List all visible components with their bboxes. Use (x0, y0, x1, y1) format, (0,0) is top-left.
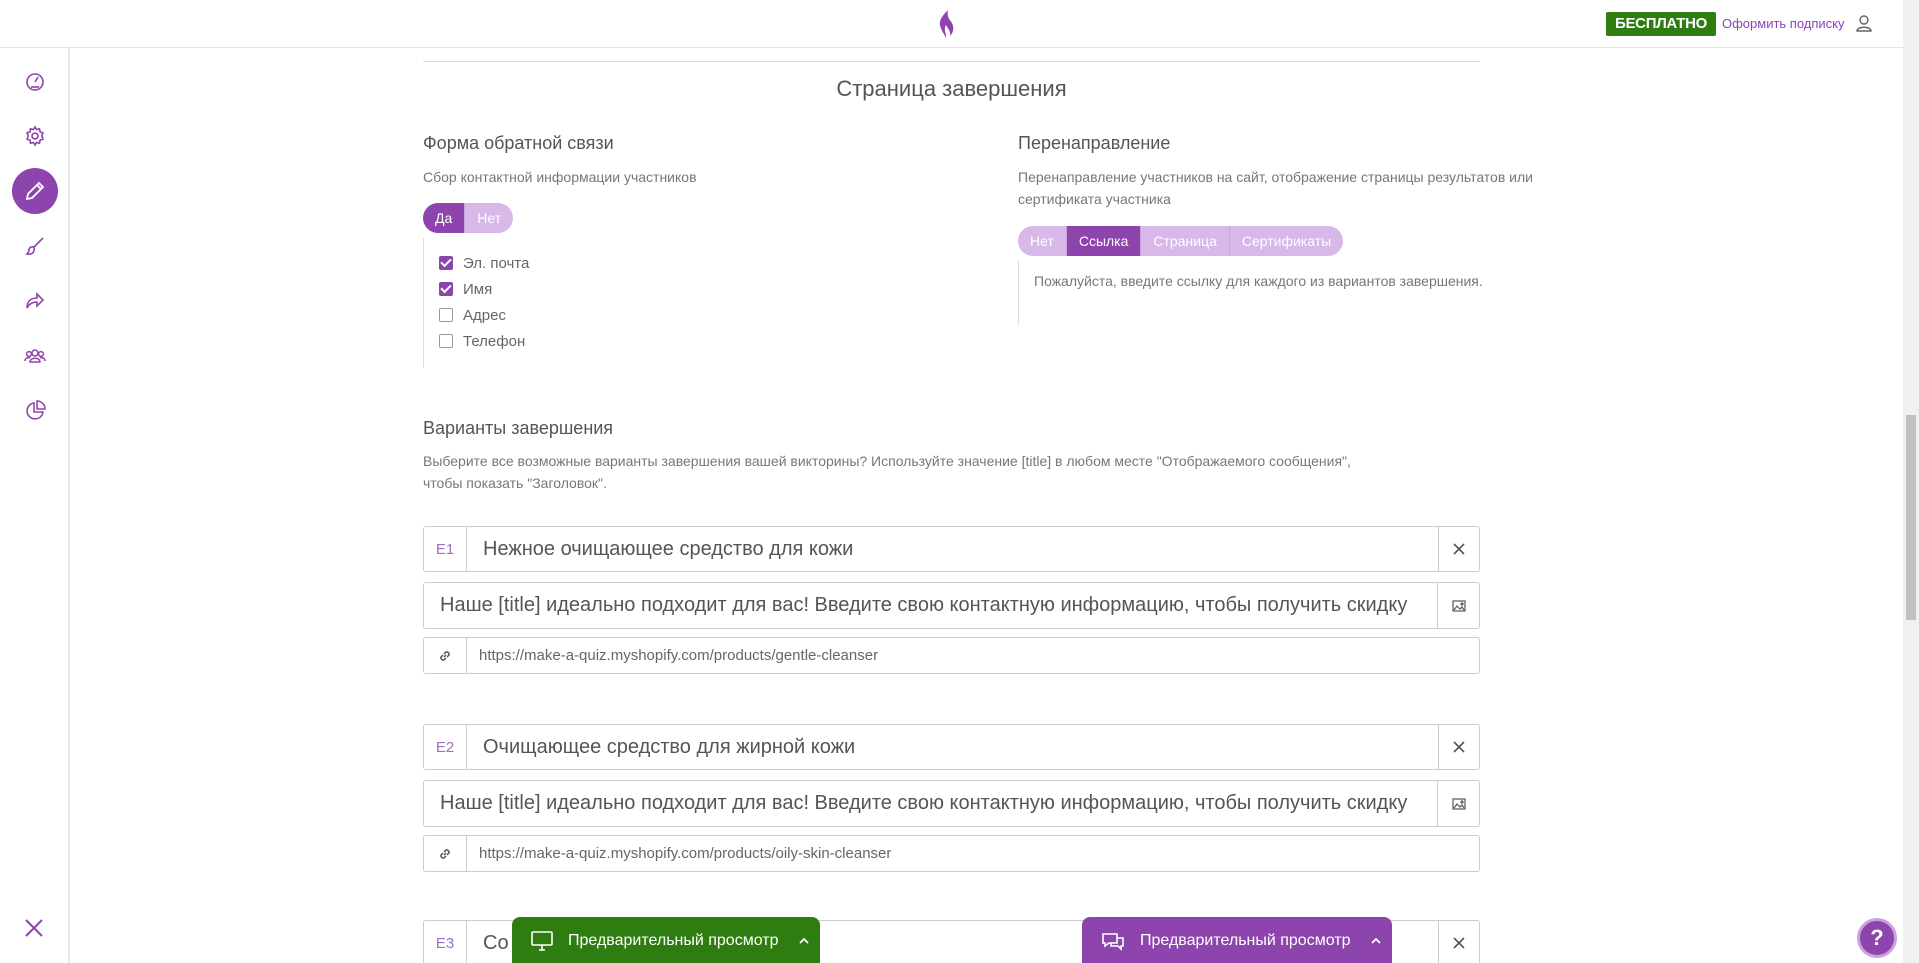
name-checkbox[interactable] (439, 282, 453, 296)
ending-message-row (423, 780, 1480, 827)
sidebar-item-settings[interactable] (12, 113, 58, 159)
endings-title: Варианты завершения (423, 418, 614, 438)
ending-message-input[interactable]: Наше [title] идеально подходит для вас! Введите свою контактную информацию, чтобы получить скидку (440, 594, 1408, 616)
help-button[interactable]: ? (1857, 918, 1897, 958)
plan-badge: БЕСПЛАТНО (1606, 12, 1716, 36)
ending-title-input[interactable]: Очищающее средство для жирной кожи (483, 735, 856, 758)
brush-icon (23, 234, 47, 258)
ending-url-input[interactable]: https://make-a-quiz.myshopify.com/products/oily-skin-cleanser (479, 845, 892, 862)
phone-checkbox[interactable] (439, 334, 453, 348)
dashboard-icon (23, 69, 47, 93)
pie-chart-icon (23, 399, 47, 423)
sidebar-item-edit[interactable] (12, 168, 58, 214)
feedback-fields (439, 250, 529, 354)
chevron-up-icon (1370, 937, 1382, 945)
delete-ending-button[interactable] (1438, 725, 1479, 769)
pencil-icon (23, 179, 47, 203)
redirect-option-certificates[interactable]: Сертификаты (1229, 226, 1343, 256)
flame-logo-icon[interactable] (935, 8, 957, 40)
link-icon-box (424, 638, 467, 673)
ending-url-row (423, 835, 1480, 872)
field-address[interactable] (439, 302, 529, 328)
desktop-preview-label: Предварительный просмотр (568, 932, 779, 949)
sidebar-item-participants[interactable] (12, 333, 58, 379)
image-icon (1452, 599, 1466, 613)
page-scrollbar[interactable] (1903, 0, 1919, 963)
ending-title-input[interactable]: Со (483, 931, 509, 954)
ending-url-row (423, 637, 1480, 674)
feedback-description: Сбор контактной информации участников (423, 169, 697, 185)
phone-label: Телефон (463, 332, 526, 350)
chevron-up-icon (798, 937, 810, 945)
delete-ending-button[interactable] (1438, 921, 1479, 963)
sidebar-item-share[interactable] (12, 278, 58, 324)
feedback-fields-line (423, 238, 424, 368)
redirect-description-line2: сертификата участника (1018, 191, 1171, 207)
link-icon-box (424, 836, 467, 871)
gear-icon (23, 124, 47, 148)
desktop-preview-button[interactable] (512, 917, 820, 963)
endings-description (423, 450, 1351, 494)
toggle-yes[interactable]: Да (423, 203, 464, 233)
close-icon[interactable] (22, 916, 46, 940)
ending-message-input[interactable]: Наше [title] идеально подходит для вас! Введите свою контактную информацию, чтобы получить скидку (440, 792, 1408, 814)
image-icon (1452, 797, 1466, 811)
address-label: Адрес (463, 306, 506, 324)
ending-title-input[interactable]: Нежное очищающее средство для кожи (483, 537, 854, 560)
user-icon[interactable] (1854, 13, 1874, 33)
section-divider (423, 61, 1480, 62)
address-checkbox[interactable] (439, 308, 453, 322)
redirect-option-none[interactable]: Нет (1018, 226, 1066, 256)
ending-url-input[interactable]: https://make-a-quiz.myshopify.com/products/gentle-cleanser (479, 647, 879, 664)
mobile-preview-button[interactable] (1082, 917, 1392, 963)
delete-ending-button[interactable] (1438, 527, 1479, 571)
link-icon (437, 846, 453, 862)
top-bar (0, 0, 1903, 48)
monitor-icon (530, 930, 554, 952)
feedback-title: Форма обратной связи (423, 133, 614, 153)
sidebar-item-analytics[interactable] (12, 388, 58, 434)
field-name[interactable] (439, 276, 529, 302)
redirect-option-page[interactable]: Страница (1140, 226, 1228, 256)
close-icon (1452, 936, 1466, 950)
toggle-no[interactable]: Нет (464, 203, 513, 233)
redirect-note: Пожалуйста, введите ссылку для каждого из вариантов завершения. (1034, 273, 1483, 289)
field-email[interactable] (439, 250, 529, 276)
mobile-preview-label: Предварительный просмотр (1140, 932, 1351, 949)
redirect-note-line (1018, 260, 1019, 325)
ending-title-row (423, 724, 1480, 770)
redirect-description-line1: Перенаправление участников на сайт, отображение страницы результатов или (1018, 169, 1533, 185)
endings-description-line1: Выберите все возможные варианты завершения вашей викторины? Используйте значение [title] в любом месте "Отображаемого сообщения", (423, 453, 1351, 469)
ending-code: E1 (424, 527, 467, 571)
users-icon (23, 344, 47, 368)
link-icon (437, 648, 453, 664)
scrollbar-thumb[interactable] (1906, 415, 1916, 620)
close-icon (1452, 542, 1466, 556)
ending-code: E2 (424, 725, 467, 769)
redirect-title: Перенаправление (1018, 133, 1171, 153)
redirect-description (1018, 166, 1533, 210)
redirect-options (1018, 226, 1343, 256)
email-label: Эл. почта (463, 254, 530, 272)
feedback-toggle (423, 203, 513, 233)
ending-code: E3 (424, 921, 467, 963)
subscribe-link[interactable]: Оформить подписку (1722, 16, 1845, 31)
sidebar-item-dashboard[interactable] (12, 58, 58, 104)
endings-description-line2: чтобы показать "Заголовок". (423, 475, 607, 491)
ending-title-row (423, 526, 1480, 572)
share-icon (23, 289, 47, 313)
ending-image-button[interactable] (1437, 781, 1479, 826)
page-title: Страница завершения (836, 76, 1067, 101)
email-checkbox[interactable] (439, 256, 453, 270)
ending-message-row (423, 582, 1480, 629)
redirect-option-link[interactable]: Ссылка (1066, 226, 1141, 256)
chat-icon (1100, 930, 1126, 952)
sidebar-item-design[interactable] (12, 223, 58, 269)
sidebar (0, 48, 70, 963)
close-icon (1452, 740, 1466, 754)
ending-image-button[interactable] (1437, 583, 1479, 628)
name-label: Имя (463, 280, 493, 298)
field-phone[interactable] (439, 328, 529, 354)
